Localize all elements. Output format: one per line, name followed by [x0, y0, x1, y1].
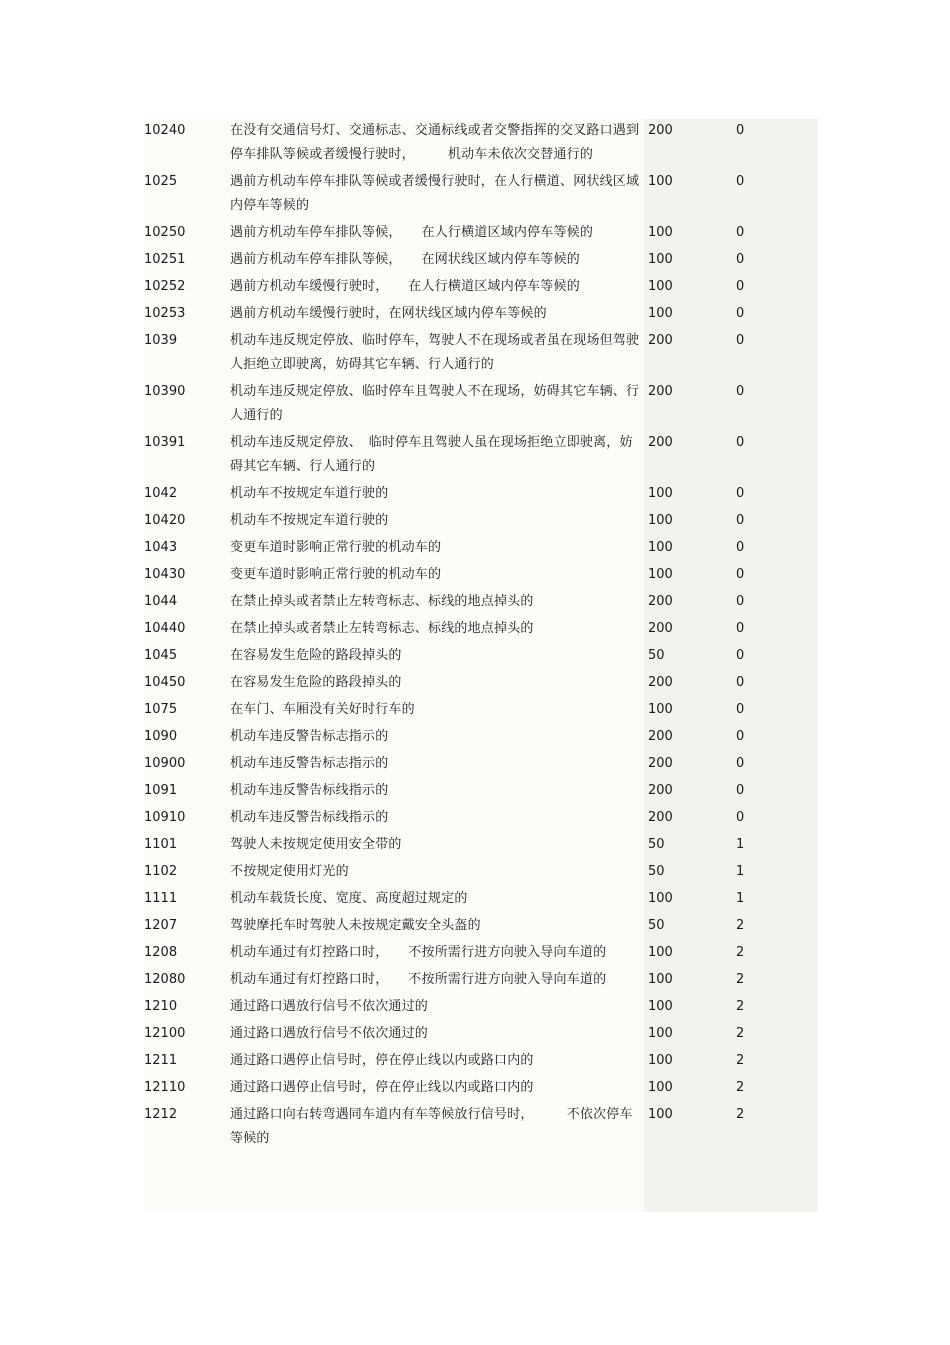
violation-code: 12080 [144, 972, 186, 987]
table-row [144, 329, 818, 380]
table-row [144, 1076, 818, 1103]
violation-description: 机动车违反规定停放、 临时停车且驾驶人虽在现场拒绝立即驶离，妨碍其它车辆、行人通行的 [230, 435, 633, 474]
table-row [144, 302, 818, 329]
violation-description: 机动车不按规定车道行驶的 [230, 513, 389, 528]
violation-description: 通过路口向右转弯遇同车道内有车等候放行信号时， 不依次停车等候的 [230, 1107, 633, 1146]
violation-code: 1211 [144, 1053, 178, 1068]
fine-amount: 100 [648, 1107, 673, 1122]
table-row [144, 1049, 818, 1076]
table-row [144, 119, 818, 170]
penalty-points: 2 [736, 1107, 745, 1122]
violation-description: 机动车违反警告标线指示的 [230, 810, 389, 825]
violation-description: 遇前方机动车缓慢行驶时，在网状线区域内停车等候的 [230, 306, 547, 321]
violation-code: 10252 [144, 279, 186, 294]
penalty-points: 0 [736, 648, 745, 663]
fine-amount: 50 [648, 864, 665, 879]
violation-description: 机动车违反警告标志指示的 [230, 729, 389, 744]
fine-amount: 100 [648, 972, 673, 987]
table-row [144, 536, 818, 563]
penalty-points: 2 [736, 1080, 745, 1095]
penalty-points: 0 [736, 123, 745, 138]
table-row [144, 725, 818, 752]
violation-code: 12100 [144, 1026, 186, 1041]
fine-amount: 100 [648, 1026, 673, 1041]
fine-amount: 100 [648, 174, 673, 189]
penalty-points: 0 [736, 756, 745, 771]
penalty-points: 1 [736, 837, 745, 852]
violation-code: 10450 [144, 675, 186, 690]
table-row [144, 482, 818, 509]
table-row [144, 380, 818, 431]
fine-amount: 100 [648, 945, 673, 960]
fine-amount: 100 [648, 225, 673, 240]
fine-amount: 200 [648, 675, 673, 690]
violation-description: 在容易发生危险的路段掉头的 [230, 675, 402, 690]
violation-description: 在禁止掉头或者禁止左转弯标志、标线的地点掉头的 [230, 621, 534, 636]
fine-amount: 200 [648, 384, 673, 399]
fine-amount: 100 [648, 306, 673, 321]
fine-amount: 100 [648, 540, 673, 555]
penalty-points: 0 [736, 174, 745, 189]
violation-code: 12110 [144, 1080, 186, 1095]
violation-description: 遇前方机动车停车排队等候， 在网状线区域内停车等候的 [230, 252, 580, 267]
violation-code: 1042 [144, 486, 178, 501]
violation-code: 10390 [144, 384, 186, 399]
violation-table-body [144, 119, 818, 1154]
fine-amount: 100 [648, 1080, 673, 1095]
violation-code: 1102 [144, 864, 178, 879]
penalty-points: 1 [736, 864, 745, 879]
violation-code: 1039 [144, 333, 178, 348]
table-row [144, 644, 818, 671]
violation-description: 变更车道时影响正常行驶的机动车的 [230, 567, 442, 582]
violation-description: 驾驶摩托车时驾驶人未按规定戴安全头盔的 [230, 918, 481, 933]
violation-code: 1207 [144, 918, 178, 933]
violation-code: 10420 [144, 513, 186, 528]
table-row [144, 941, 818, 968]
violation-code: 10430 [144, 567, 186, 582]
penalty-points: 0 [736, 225, 745, 240]
fine-amount: 100 [648, 513, 673, 528]
penalty-points: 0 [736, 306, 745, 321]
penalty-points: 0 [736, 621, 745, 636]
penalty-points: 0 [736, 435, 745, 450]
penalty-points: 0 [736, 252, 745, 267]
violation-code: 1212 [144, 1107, 178, 1122]
violation-description: 变更车道时影响正常行驶的机动车的 [230, 540, 442, 555]
violation-description: 在容易发生危险的路段掉头的 [230, 648, 402, 663]
violation-table [144, 119, 818, 1154]
table-row [144, 1103, 818, 1154]
violation-description: 遇前方机动车缓慢行驶时， 在人行横道区域内停车等候的 [230, 279, 580, 294]
table-row [144, 590, 818, 617]
violation-code: 10240 [144, 123, 186, 138]
violation-description: 不按规定使用灯光的 [230, 864, 349, 879]
fine-amount: 100 [648, 999, 673, 1014]
fine-amount: 100 [648, 891, 673, 906]
violation-description: 通过路口遇放行信号不依次通过的 [230, 1026, 429, 1041]
violation-description: 在禁止掉头或者禁止左转弯标志、标线的地点掉头的 [230, 594, 534, 609]
penalty-points: 2 [736, 1026, 745, 1041]
penalty-points: 0 [736, 702, 745, 717]
fine-amount: 100 [648, 252, 673, 267]
violation-code: 1025 [144, 174, 178, 189]
violation-code: 10391 [144, 435, 186, 450]
fine-amount: 200 [648, 756, 673, 771]
table-row [144, 1022, 818, 1049]
violation-table-container [144, 119, 818, 1212]
table-row [144, 221, 818, 248]
violation-description: 机动车违反规定停放、临时停车且驾驶人不在现场，妨碍其它车辆、行人通行的 [230, 384, 640, 423]
penalty-points: 1 [736, 891, 745, 906]
fine-amount: 100 [648, 567, 673, 582]
penalty-points: 0 [736, 384, 745, 399]
violation-description: 机动车不按规定车道行驶的 [230, 486, 389, 501]
fine-amount: 50 [648, 837, 665, 852]
table-row [144, 833, 818, 860]
table-row [144, 968, 818, 995]
violation-code: 1091 [144, 783, 178, 798]
penalty-points: 0 [736, 513, 745, 528]
table-row [144, 248, 818, 275]
fine-amount: 200 [648, 123, 673, 138]
violation-description: 机动车违反规定停放、临时停车，驾驶人不在现场或者虽在现场但驾驶人拒绝立即驶离，妨碍其它车辆、行人通行的 [230, 333, 640, 372]
violation-description: 驾驶人未按规定使用安全带的 [230, 837, 402, 852]
violation-description: 通过路口遇放行信号不依次通过的 [230, 999, 429, 1014]
violation-description: 机动车通过有灯控路口时， 不按所需行进方向驶入导向车道的 [230, 945, 607, 960]
violation-code: 1208 [144, 945, 178, 960]
violation-code: 1045 [144, 648, 178, 663]
penalty-points: 0 [736, 729, 745, 744]
penalty-points: 0 [736, 486, 745, 501]
violation-code: 1075 [144, 702, 178, 717]
fine-amount: 200 [648, 594, 673, 609]
table-row [144, 698, 818, 725]
violation-description: 机动车违反警告标志指示的 [230, 756, 389, 771]
table-row [144, 914, 818, 941]
violation-code: 1090 [144, 729, 178, 744]
fine-amount: 200 [648, 810, 673, 825]
penalty-points: 0 [736, 675, 745, 690]
fine-amount: 50 [648, 648, 665, 663]
violation-code: 10440 [144, 621, 186, 636]
violation-code: 1043 [144, 540, 178, 555]
violation-description: 机动车通过有灯控路口时， 不按所需行进方向驶入导向车道的 [230, 972, 607, 987]
violation-description: 在没有交通信号灯、交通标志、交通标线或者交警指挥的交叉路口遇到停车排队等候或者缓慢行驶时， 机动车未依次交替通行的 [230, 123, 640, 162]
violation-code: 10251 [144, 252, 186, 267]
table-row [144, 995, 818, 1022]
table-row [144, 563, 818, 590]
violation-code: 1210 [144, 999, 178, 1014]
violation-code: 1111 [144, 891, 178, 906]
violation-description: 遇前方机动车停车排队等候或者缓慢行驶时，在人行横道、网状线区域内停车等候的 [230, 174, 640, 213]
table-row [144, 671, 818, 698]
penalty-points: 0 [736, 594, 745, 609]
penalty-points: 2 [736, 972, 745, 987]
table-row [144, 752, 818, 779]
penalty-points: 0 [736, 333, 745, 348]
fine-amount: 200 [648, 729, 673, 744]
fine-amount: 200 [648, 333, 673, 348]
penalty-points: 2 [736, 1053, 745, 1068]
fine-amount: 100 [648, 486, 673, 501]
penalty-points: 2 [736, 945, 745, 960]
table-row [144, 617, 818, 644]
table-row [144, 887, 818, 914]
violation-code: 10900 [144, 756, 186, 771]
fine-amount: 100 [648, 702, 673, 717]
penalty-points: 2 [736, 999, 745, 1014]
table-row [144, 431, 818, 482]
fine-amount: 200 [648, 621, 673, 636]
penalty-points: 0 [736, 279, 745, 294]
table-row [144, 779, 818, 806]
table-row [144, 509, 818, 536]
fine-amount: 100 [648, 279, 673, 294]
table-row [144, 806, 818, 833]
fine-amount: 200 [648, 783, 673, 798]
penalty-points: 0 [736, 567, 745, 582]
penalty-points: 0 [736, 540, 745, 555]
penalty-points: 0 [736, 783, 745, 798]
violation-code: 1101 [144, 837, 178, 852]
fine-amount: 100 [648, 1053, 673, 1068]
violation-description: 在车门、车厢没有关好时行车的 [230, 702, 415, 717]
fine-amount: 50 [648, 918, 665, 933]
table-row [144, 275, 818, 302]
violation-code: 10253 [144, 306, 186, 321]
violation-description: 遇前方机动车停车排队等候， 在人行横道区域内停车等候的 [230, 225, 594, 240]
violation-code: 1044 [144, 594, 178, 609]
violation-code: 10250 [144, 225, 186, 240]
penalty-points: 0 [736, 810, 745, 825]
violation-description: 机动车载货长度、宽度、高度超过规定的 [230, 891, 468, 906]
violation-description: 通过路口遇停止信号时，停在停止线以内或路口内的 [230, 1080, 534, 1095]
violation-description: 机动车违反警告标线指示的 [230, 783, 389, 798]
violation-description: 通过路口遇停止信号时，停在停止线以内或路口内的 [230, 1053, 534, 1068]
penalty-points: 2 [736, 918, 745, 933]
violation-code: 10910 [144, 810, 186, 825]
table-row [144, 860, 818, 887]
fine-amount: 200 [648, 435, 673, 450]
table-row [144, 170, 818, 221]
